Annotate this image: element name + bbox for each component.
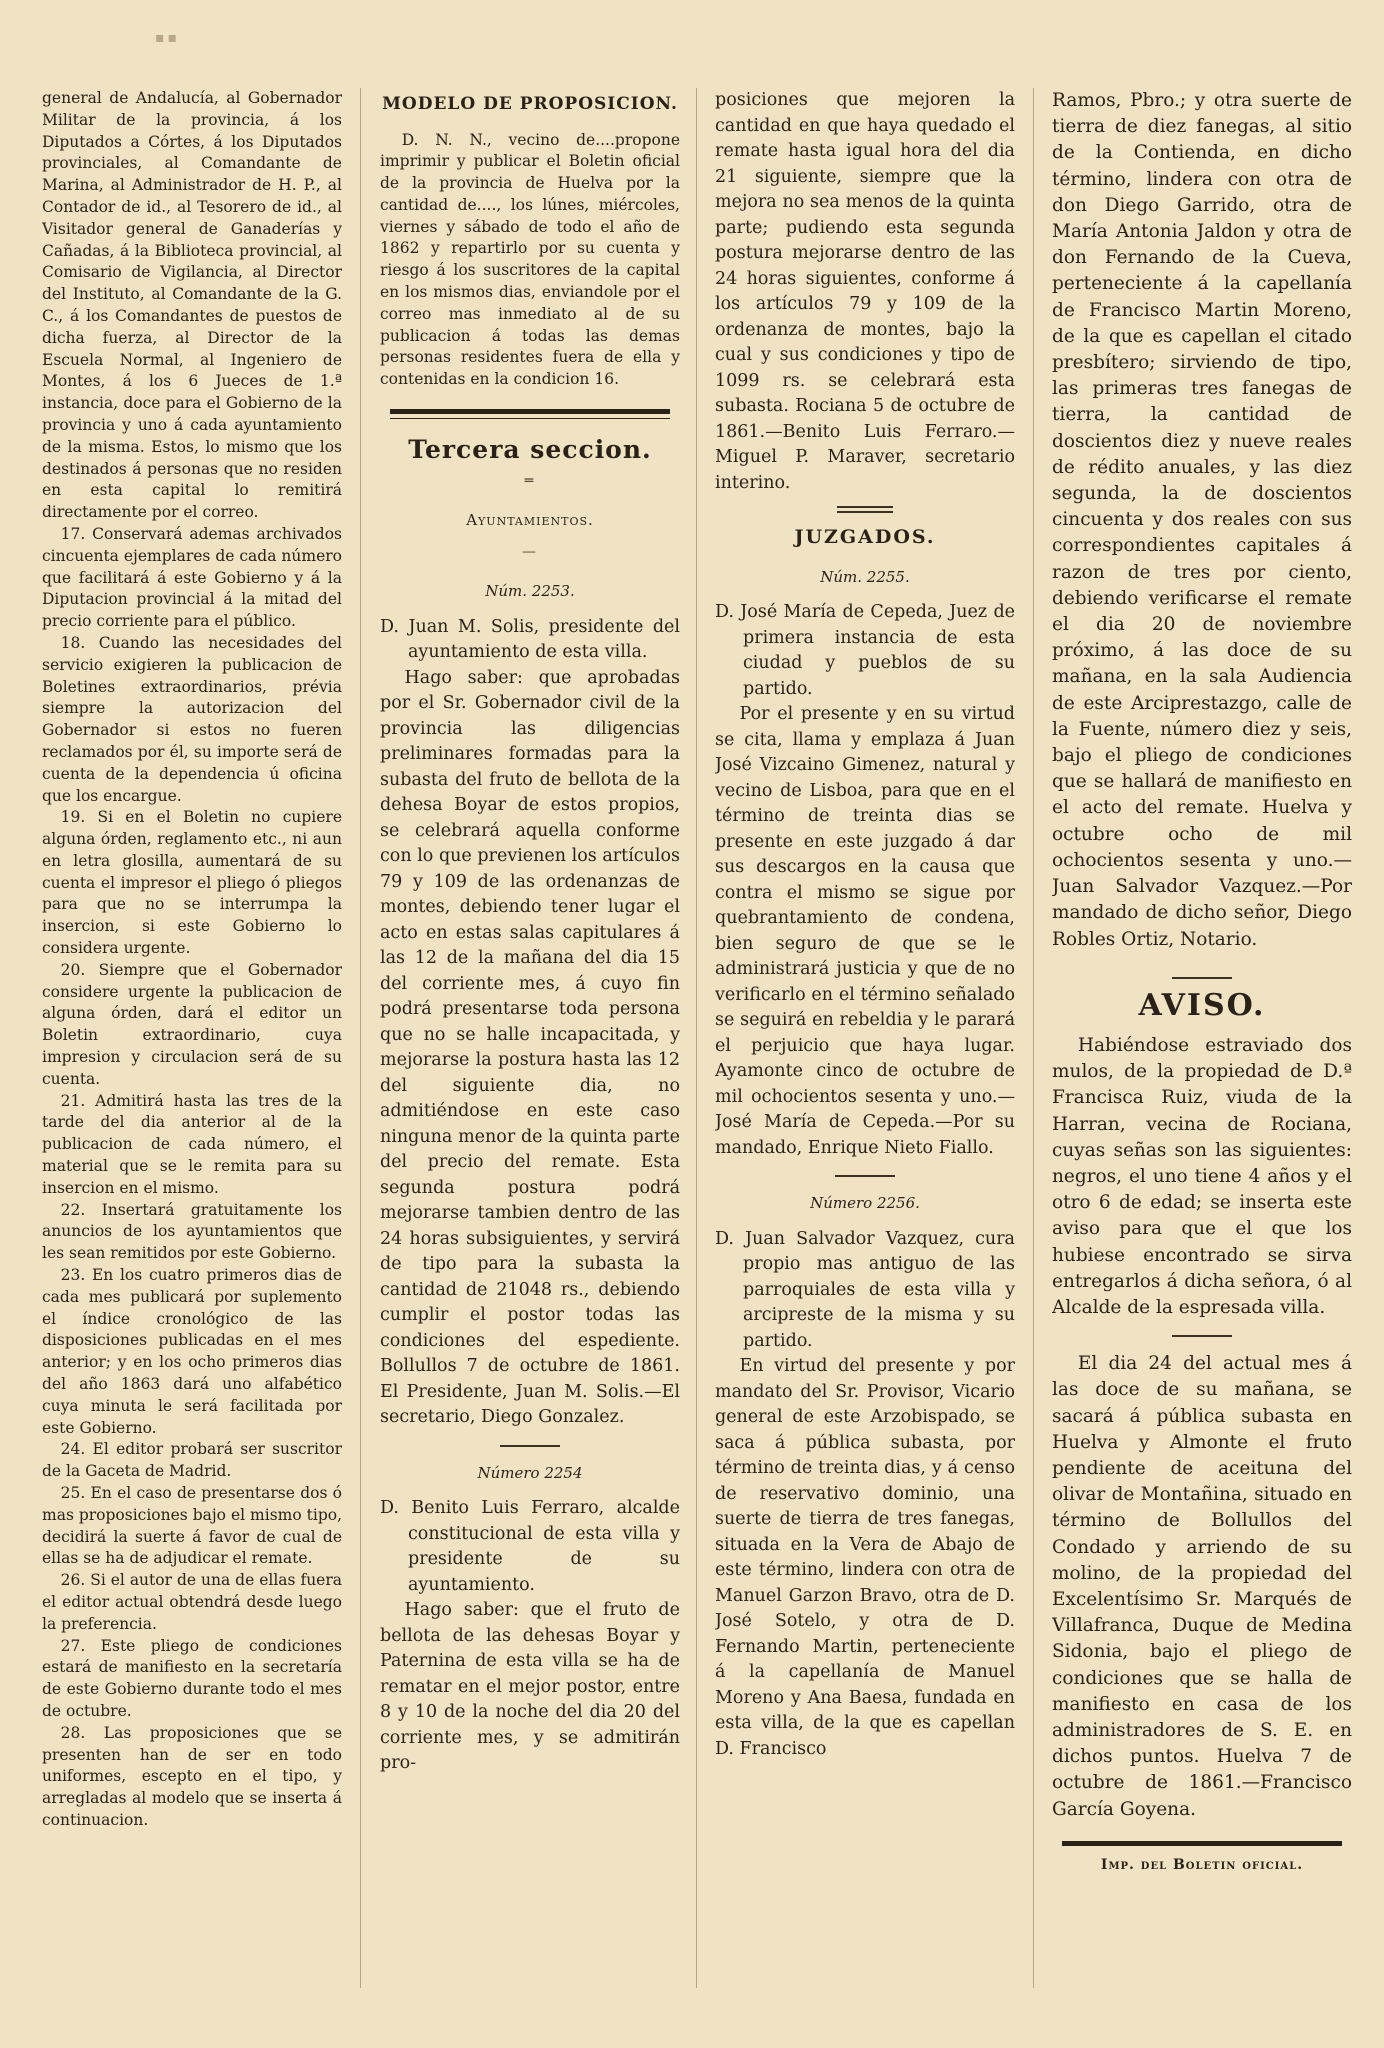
subsection-title: Ayuntamientos. [466, 511, 594, 530]
divider [500, 1445, 560, 1447]
subasta-text: El dia 24 del actual mes á las doce de su mañana, se sacará á pública subasta en Huelva y Almonte el fruto pendiente de aceituna del olivar de Montañina, situado en término de Bollullos del Condado y arriendo de su molino, de la propiedad del Excelentísimo Sr. Marqués de Villafranca, Duque de Medina Sidonia, bajo el pliego de condiciones que se halla de manifiesto en casa de los administradores de S. E. en dichos puntos. Huelva 7 de octubre de 1861.—Francisco García Goyena. [1052, 1353, 1352, 1820]
notice-body: Ramos, Pbro.; y otra suerte de tierra de diez fanegas, al sitio de la Contienda, en dicho término, lindera con otra de don Diego Garrido, otra de María Antonia Jaldon y otra de don Fernando de la Cueva, perteneciente á la capellanía de Francisco Martin Moreno, de la que es capellan el citado presbítero; sirviendo de tipo, las primeras tres fanegas de tierra, la cantidad de doscientos diez y nueve reales de rédito anuales, y las diez segunda, la de doscientos cincuenta y dos reales con sus correspondientes capitales á razon de tres por ciento, debiendo verificarse el remate el dia 20 de noviembre próximo, á las doce de su mañana, en la sala Audiencia de este Arciprestazgo, calle de la Fuente, número diez y seis, bajo el pliego de condiciones que se hallará de manifiesto en el acto del remate. Huelva y octubre ocho de mil ochocientos sesenta y uno.—Juan Salvador Vazquez.—Por mandado de dicho señor, Diego Robles Ortiz, Notario. [1052, 90, 1352, 950]
divider [837, 506, 893, 513]
aviso-title: AVISO. [1138, 987, 1266, 1023]
column-divider [360, 88, 361, 1988]
model-title: MODELO DE PROPOSICION. [382, 94, 678, 114]
notice-heading [380, 615, 680, 666]
notice-body: Hago saber: que el fruto de bellota de las dehesas Boyar y Paternina de esta villa se ha de rematar en el mejor postor, entre 8 y 10 de la noche del dia 20 del corriente mes, y se admitirán pro- [380, 1600, 680, 1774]
notice-heading-text: D. Benito Luis Ferraro, alcalde constitucional de esta villa y presidente de su ayuntamiento. [380, 1498, 680, 1595]
column-2 [380, 88, 680, 1777]
notice-body: Hago saber: que aprobadas por el Sr. Gobernador civil de la provincia las diligencias preliminares formadas para la subasta del fruto de bellota de la dehesa Boyar de estos propios, se celebrará aquella conforme con lo que previenen los artículos 79 y 109 de las ordenanzas de montes, debiendo tener lugar el acto en estas salas capitulares á las 12 de la mañana del dia 15 del corriente mes, á cuyo fin podrá presentarse toda persona que no se halle incapacitada, y mejorarse la postura hasta las 12 del siguiente dia, no admitiéndose en este caso ninguna menor de la quinta parte del precio del remate. Esta segunda postura podrá mejorarse tambien dentro de las 24 horas subsiguientes, y servirá de tipo para la subasta la cantidad de 21048 rs., debiendo cumplir el postor todas las condiciones del espediente. Bollullos 7 de octubre de 1861. El Presidente, Juan M. Solis.—El secretario, Diego Gonzalez. [380, 667, 680, 1428]
condition-20: 20. Siempre que el Gobernador considere urgente la publicacion de alguna órden, dará el editor un Boletin extraordinario, cuya impresion y circulacion será de su cuenta. [42, 960, 342, 1088]
notice-number: Núm. 2255. [820, 567, 910, 586]
divider [390, 418, 670, 419]
section-title: Tercera seccion. [408, 435, 652, 465]
notice-number: Número 2254 [477, 1463, 583, 1482]
notice-heading-text: D. Juan M. Solis, presidente del ayuntamiento de esta villa. [380, 616, 680, 663]
condition-27: 27. Este pliego de condiciones estará de manifiesto en la secretaría de este Gobierno durante todo el mes de octubre. [42, 1636, 342, 1720]
condition-28: 28. Las proposiciones que se presenten han de ser en todo uniformes, escepto en el tipo, y arregladas al modelo que se inserta á continuacion. [42, 1723, 342, 1829]
column-3 [715, 88, 1015, 1762]
ornament: — [522, 543, 538, 560]
column-4 [1052, 88, 1352, 1878]
condition-26: 26. Si el autor de una de ellas fuera el editor actual obtendrá desde luego la preferencia. [42, 1571, 342, 1633]
notice-body: Por el presente y en su virtud se cita, llama y emplaza á Juan José Vizcaino Gimenez, natural y vecino de Lisboa, para que en el término de treinta dias se presente en este juzgado á dar sus descargos en la causa que contra el mismo se sigue por quebrantamiento de condena, bien seguro de que se le administrará justicia y que de no verificarlo en el término señalado se seguirá en rebeldia y le parará el perjuicio que haya lugar. Ayamonte cinco de octubre de mil ochocientos sesenta y uno.—José María de Cepeda.—Por su mandado, Enrique Nieto Fiallo. [715, 704, 1015, 1158]
divider [1172, 1335, 1232, 1337]
condition-24: 24. El editor probará ser suscritor de la Gaceta de Madrid. [42, 1440, 342, 1481]
paragraph: general de Andalucía, al Gobernador Militar de la provincia, á los Diputados a Córtes, á los Diputados provinciales, al Comandante de Marina, al Administrador de H. P., al Contador de id., al Tesorero de id., al Visitador general de Ganaderías y Cañadas, á la Biblioteca provincial, al Comisario de Vigilancia, al Director del Instituto, al Comandante de la G. C., á los Comandantes de puestos de dicha fuerza, al Director de la Escuela Normal, al Ingeniero de Montes, á los 6 Jueces de 1.ª instancia, doce para el Gobierno de la provincia y uno á cada ayuntamiento de la misma. Estos, lo mismo que los destinados á personas que no residen en esta capital lo remitirá directamente por el correo. [42, 89, 342, 522]
condition-19: 19. Si en el Boletin no cupiere alguna órden, reglamento etc., ni aun en letra glosilla, aumentará de su cuenta el impresor el pliego ó pliegos para que no se interrumpa la insercion, si este Gobierno lo considera urgente. [42, 808, 342, 958]
divider [835, 1175, 895, 1177]
condition-23: 23. En los cuatro primeros dias de cada mes publicará por suplemento el índice cronológico de las disposiciones publicadas en el mes anterior; y en los ocho primeros dias del año 1863 dará uno alfabético cuya minuta le será facilitada por este Gobierno. [42, 1266, 342, 1437]
aviso-text: Habiéndose estraviado dos mulos, de la propiedad de D.ª Francisca Ruiz, viuda de la Harran, vecina de Rociana, cuyas señas son las siguientes: negros, el uno tiene 4 años y el otro 6 de edad; se inserta este aviso para que el que los hubiese encontrado se sirva entregarlos á dicha señora, ó al Alcalde de la espresada villa. [1052, 1034, 1352, 1318]
ornament: ═ [524, 472, 536, 489]
notice-number: Número 2256. [810, 1194, 920, 1212]
condition-22: 22. Insertará gratuitamente los anuncios de los ayuntamientos que les sean remitidos por este Gobierno. [42, 1200, 342, 1263]
condition-21: 21. Admitirá hasta las tres de la tarde del dia anterior al de la publicacion de cada número, el material que se le remita para su insercion en el mismo. [42, 1091, 342, 1197]
condition-18: 18. Cuando las necesidades del servicio exigieren la publicacion de Boletines extraordinarios, prévia siempre la autorizacion del Gobernador si estos no fueren reclamados por él, su importe será de cuenta de la dependencia ú oficina que los encargue. [42, 633, 342, 805]
section-title: JUZGADOS. [794, 526, 936, 548]
divider [390, 409, 670, 414]
model-text: D. N. N., vecino de....propone imprimir y publicar el Boletin oficial de la provincia de Huelva por la cantidad de...., los lúnes, miércoles, viernes y sábado de todo el año de 1862 y repartirlo por su cuenta y riesgo á los suscritores de la capital en los mismos dias, enviandole por el correo mas inmediato al de su publicacion á todas las demas personas residentes fuera de ella y contenidas en la condicion 16. [380, 130, 680, 389]
imprint: Imp. del Boletin oficial. [1100, 1856, 1304, 1873]
column-divider [1033, 88, 1034, 1988]
notice-heading [380, 1496, 680, 1598]
column-divider [696, 88, 697, 1988]
condition-25: 25. En el caso de presentarse dos ó mas proposiciones bajo el mismo tipo, decidirá la suerte á favor de cual de ellas se ha de adjudicar el remate. [42, 1484, 342, 1568]
notice-heading-text: D. Juan Salvador Vazquez, cura propio mas antiguo de las parroquiales de esta villa y arcipreste de la misma y su partido. [715, 1228, 1015, 1351]
notice-body: En virtud del presente y por mandato del Sr. Provisor, Vicario general de este Arzobispado, se saca á pública subasta, por término de treinta dias, y á censo de reservativo dominio, una suerte de tierra de tres fanegas, situada en la Vera de Abajo de este término, lindera con otra de Manuel Garzon Bravo, otra de D. José Sotelo, y otra de D. Fernando Martin, perteneciente á la capellanía de Manuel Moreno y Ana Baesa, fundada en esta villa, de la que es capellan D. Francisco [715, 1356, 1015, 1759]
notice-body: posiciones que mejoren la cantidad en que haya quedado el remate hasta igual hora del dia 21 siguiente, siempre que la mejora no sea menos de la quinta parte; pudiendo esta segunda postura mejorarse dentro de las 24 horas siguientes, conforme á los artículos 79 y 109 de la ordenanza de montes, bajo la cual y sus condiciones y tipo de 1099 rs. se celebrará esta subasta. Rociana 5 de octubre de 1861.—Benito Luis Ferraro.—Miguel P. Maraver, secretario interino. [715, 90, 1015, 493]
corner-mark: ▪▪ [155, 30, 180, 46]
divider [1172, 977, 1232, 979]
notice-heading-text: D. José María de Cepeda, Juez de primera instancia de esta ciudad y pueblos de su partido. [715, 602, 1015, 699]
divider [1062, 1841, 1342, 1846]
column-1 [42, 88, 342, 1832]
notice-number: Núm. 2253. [485, 582, 575, 601]
condition-17: 17. Conservará ademas archivados cincuenta ejemplares de cada número que facilitará á este Gobierno y á la Diputacion provincial á la mitad del precio corriente para el público. [42, 524, 342, 631]
notice-heading [715, 1227, 1015, 1355]
notice-heading [715, 600, 1015, 702]
